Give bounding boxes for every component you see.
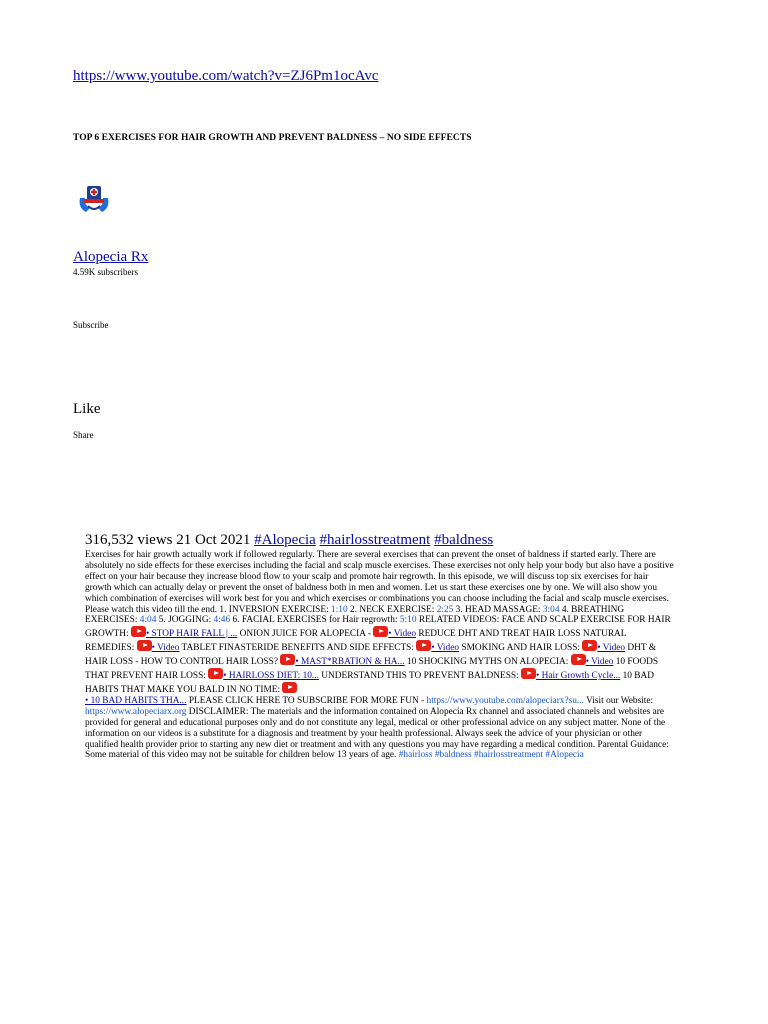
related-video-link[interactable]: • Video — [585, 657, 614, 668]
related-video-link[interactable]: • Hair Growth Cycle... — [536, 671, 621, 682]
description-text: 10 SHOCKING MYTHS ON ALOPECIA: — [404, 657, 571, 668]
video-stats — [85, 532, 493, 549]
youtube-play-icon — [416, 640, 431, 651]
description-text: UNDERSTAND THIS TO PREVENT BALDNESS: — [318, 671, 522, 682]
description-text: 4. BREATHING EXERCISES: — [85, 604, 625, 626]
description-text: Visit our Website: — [583, 695, 654, 706]
related-video-link[interactable]: • Video — [151, 643, 180, 654]
timestamp-link[interactable]: 2:25 — [436, 604, 454, 615]
youtube-play-icon — [521, 668, 536, 679]
subscriber-count: 4.59K subscribers — [73, 267, 138, 277]
views-and-date: 316,532 views 21 Oct 2021 — [85, 532, 255, 548]
youtube-play-icon — [582, 640, 597, 651]
description-text: 6. FACIAL EXERCISES for Hair regrowth: — [230, 615, 400, 626]
timestamp-link[interactable]: 4:46 — [213, 615, 231, 626]
description-text: 5. JOGGING: — [156, 615, 214, 626]
description-text: 2. NECK EXERCISE: — [347, 604, 437, 615]
youtube-play-icon — [280, 654, 295, 665]
video-description — [85, 550, 675, 761]
related-video-link[interactable]: • STOP HAIR FALL | ... — [145, 629, 238, 640]
channel-name-link[interactable]: Alopecia Rx — [73, 249, 149, 265]
timestamp-link[interactable]: 1:10 — [331, 604, 348, 615]
description-text: Exercises for hair growth actually work if followed regularly. There are several exercises that can prevent the onset of baldness if started early. There are absolutely no side effects for these exercises including the facial and scalp muscle exercises. These exercises not only help your body but also have a positive effect on your hair because they increase blood flow to your scalp and promote hair regrowth. In this episode, we will discuss top six exercises for hair growth which can actually delay or prevent the onset of baldness both in men and women. Let us start these exercises one by one. We will also show you which combination of exercises will work best for you and which exercises or combinations you can choose including the facial and scalp muscle exercises. Please watch this video till the end. 1. INVERSION EXERCISE: — [85, 550, 674, 615]
timestamp-link[interactable]: 3:04 — [542, 604, 560, 615]
subscribe-url-link[interactable]: https://www.youtube.com/alopeciarx?su... — [426, 695, 584, 706]
related-video-link[interactable]: • HAIRLOSS DIET: 10... — [223, 671, 319, 682]
hashtag-link[interactable]: #hairlosstreatment — [474, 750, 544, 761]
hashtag-link[interactable]: #baldness — [434, 750, 472, 761]
youtube-play-icon — [137, 640, 152, 651]
disclaimer-text: DISCLAIMER: The materials and the information contained on Alopecia Rx channel and associated channels and websites are provided for general and educational purposes only and do not constitute any legal, medical or other professional advice on any subject matter. None of the information on our videos is a substitute for a diagnosis and treatment by your health professional. Always seek the advice of your physician or other qualified health provider prior to starting any new diet or treatment and with any questions you may have regarding a medical condition. Parental Guidance: Some material of this video may not be suitable for children below 13 years of age. — [85, 706, 669, 761]
youtube-play-icon — [282, 682, 297, 693]
timestamp-link[interactable]: 4:04 — [139, 615, 157, 626]
video-title: TOP 6 EXERCISES FOR HAIR GROWTH AND PREVENT BALDNESS – NO SIDE EFFECTS — [73, 133, 472, 143]
youtube-play-icon — [571, 654, 586, 665]
hashtag-alopecia[interactable]: #Alopecia — [254, 532, 316, 548]
hashtag-hairlosstreatment[interactable]: #hairlosstreatment — [319, 532, 431, 548]
description-text: 10 FOODS THAT PREVENT HAIR LOSS: — [85, 657, 659, 682]
subscribe-button[interactable]: Subscribe — [73, 320, 109, 330]
description-text: SMOKING AND HAIR LOSS: — [459, 643, 583, 654]
youtube-play-icon — [373, 626, 388, 637]
website-link[interactable]: https://www.alopeciarx.org — [85, 706, 187, 717]
youtube-play-icon — [208, 668, 223, 679]
share-button[interactable]: Share — [73, 430, 94, 440]
hashtag-link[interactable]: #Alopecia — [545, 750, 584, 761]
related-video-link[interactable]: • Video — [597, 643, 626, 654]
related-video-link[interactable]: • Video — [431, 643, 460, 654]
youtube-play-icon — [131, 626, 146, 637]
related-video-link[interactable]: • 10 BAD HABITS THA... — [85, 695, 187, 706]
description-text: PLEASE CLICK HERE TO SUBSCRIBE FOR MORE FUN - — [186, 695, 427, 706]
related-video-link[interactable]: • MAST*RBATION & HA... — [295, 657, 405, 668]
video-url-link[interactable]: https://www.youtube.com/watch?v=ZJ6Pm1ocAvc — [73, 68, 379, 84]
description-text: RELATED VIDEOS: FACE AND SCALP EXERCISE FOR HAIR GROWTH: — [85, 615, 671, 640]
like-button[interactable]: Like — [73, 401, 101, 417]
description-text: 3. HEAD MASSAGE: — [453, 604, 543, 615]
description-text: TABLET FINASTERIDE BENEFITS AND SIDE EFFECTS: — [179, 643, 417, 654]
hashtag-link[interactable]: #hairloss — [398, 750, 433, 761]
description-text: REDUCE DHT AND TREAT HAIR LOSS NATURAL REMEDIES: — [85, 629, 627, 654]
hashtag-baldness[interactable]: #baldness — [434, 532, 494, 548]
description-text: 10 BAD HABITS THAT MAKE YOU BALD IN NO TIME: — [85, 671, 655, 695]
timestamp-link[interactable]: 5:10 — [399, 615, 417, 626]
description-text: DHT & HAIR LOSS - HOW TO CONTROL HAIR LOSS? — [85, 643, 657, 668]
alopecia-rx-logo-icon[interactable] — [76, 182, 112, 218]
description-text: ONION JUICE FOR ALOPECIA - — [237, 629, 374, 640]
related-video-link[interactable]: • Video — [388, 629, 416, 640]
